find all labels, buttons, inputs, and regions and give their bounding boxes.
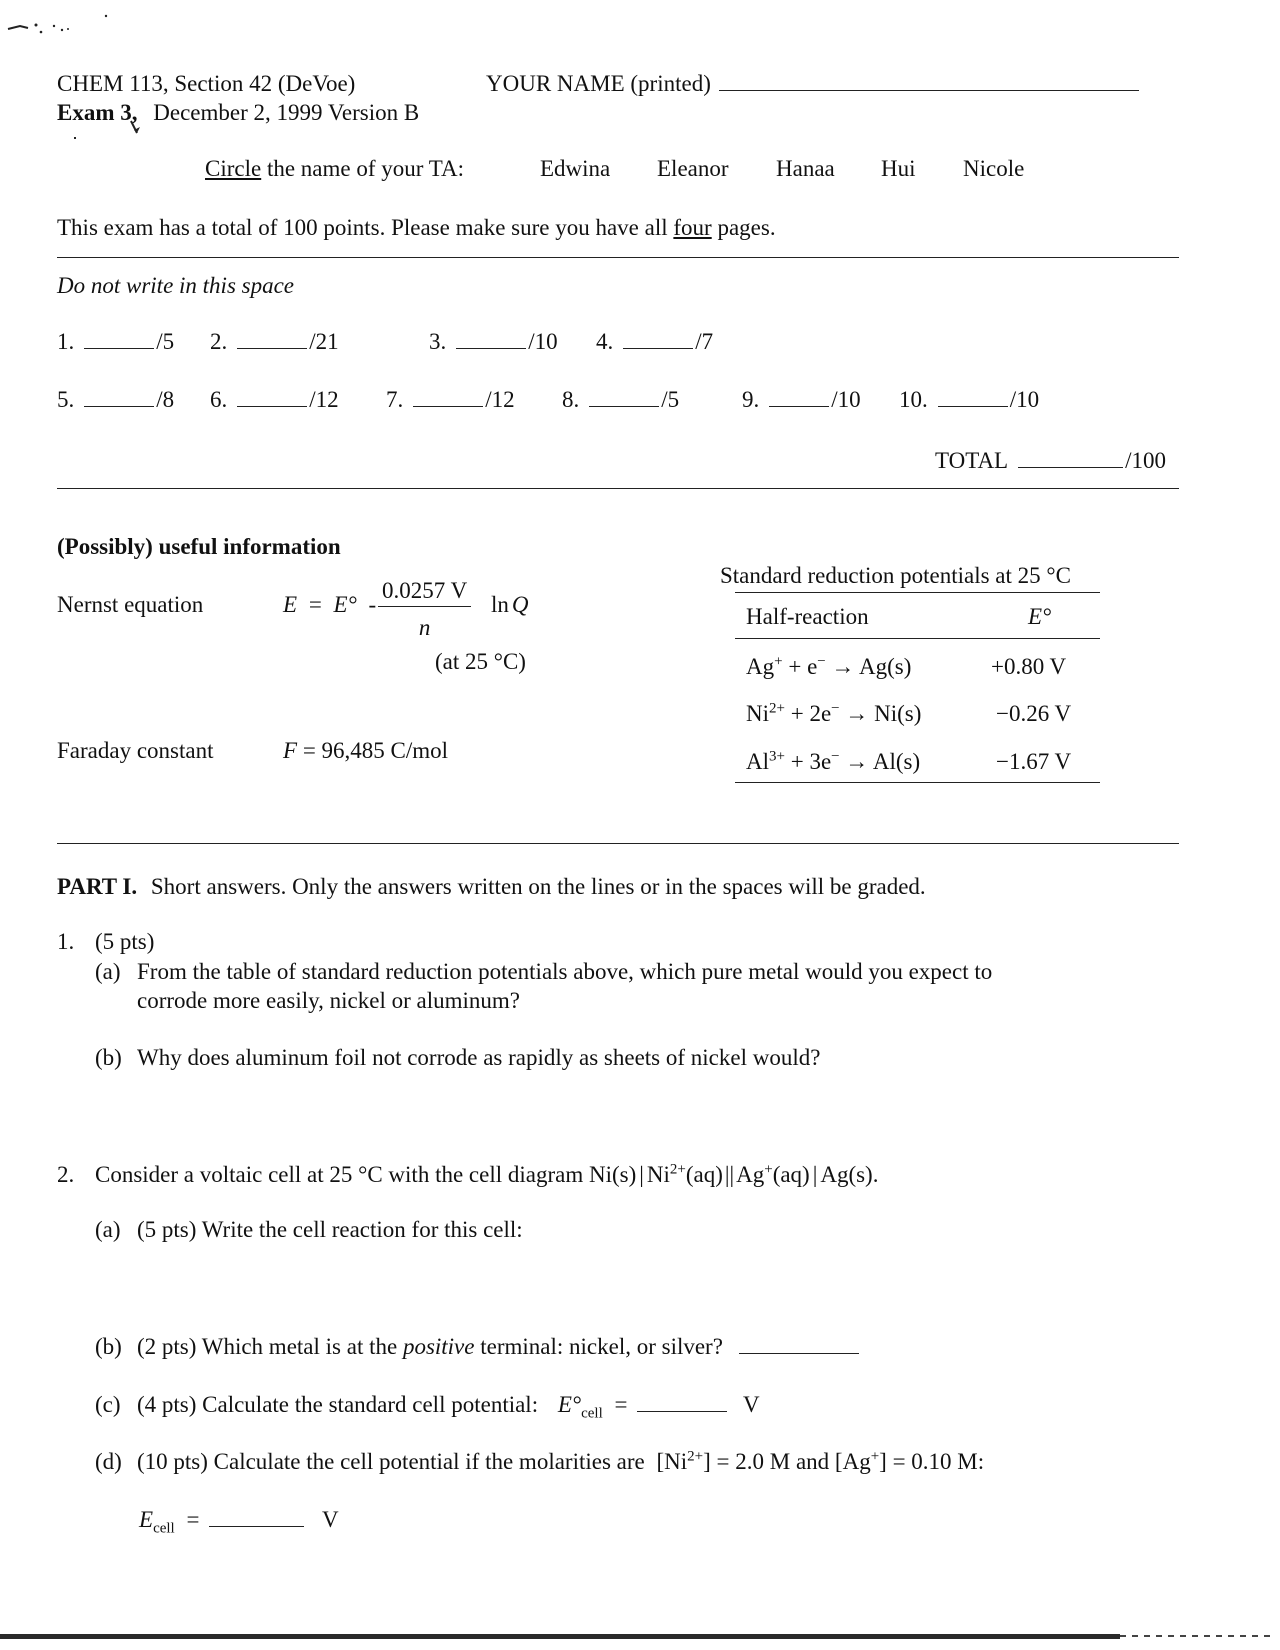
score-item-9: 9. /10 [742, 387, 861, 412]
exam-line [57, 101, 419, 124]
q1b-label: (b) [95, 1045, 122, 1070]
potentials-caption: Standard reduction potentials at 25 °C [720, 563, 1071, 588]
q1a-label: (a) [95, 959, 121, 984]
table-rule [735, 782, 1100, 783]
potentials-row-reaction: Ag+ + e− → Ag(s) [746, 653, 912, 679]
score-item-1: 1. /5 [57, 329, 175, 354]
score-item-3: 3. /10 [429, 329, 558, 354]
info-title: (Possibly) useful information [57, 534, 341, 559]
potentials-row-e0: +0.80 V [991, 654, 1067, 679]
course-title: CHEM 113, Section 42 (DeVoe) [57, 71, 356, 96]
q2b-label: (b) [95, 1334, 122, 1359]
score-item-8: 8. /5 [562, 387, 680, 412]
part1-heading: PART I. Short answers. Only the answers written on the lines or in the spaces will be graded. [57, 874, 926, 899]
nernst-condition: (at 25 °C) [435, 649, 526, 674]
name-label: YOUR NAME (printed) [486, 72, 1141, 95]
score-field[interactable] [769, 406, 829, 407]
nernst-equation: E = E° - [283, 592, 377, 617]
score-item-6: 6. /12 [210, 387, 339, 412]
q1-number: 1. [57, 929, 75, 954]
potentials-row-e0: −0.26 V [996, 701, 1072, 726]
score-field[interactable] [84, 348, 154, 349]
score-item-10: 10. /10 [899, 387, 1040, 412]
q2c-answer-field[interactable] [637, 1411, 727, 1412]
q2a-label: (a) [95, 1217, 121, 1242]
potentials-row-reaction: $Al^{3+} + 3e^- \to Al(s)$ [746, 748, 921, 774]
q2-number: 2. [57, 1162, 75, 1187]
exam-date: December 2, 1999 Version B [153, 100, 420, 125]
scan-edge-bar [0, 1634, 1120, 1639]
ta-option-hanaa[interactable]: Hanaa [776, 156, 835, 181]
q1a-text-1: From the table of standard reduction potentials above, which pure metal would you expect to [137, 959, 993, 984]
q2a-text: (5 pts) Write the cell reaction for this cell: [137, 1217, 523, 1242]
grading-note: Do not write in this space [57, 273, 295, 298]
ta-option-hui[interactable]: Hui [881, 156, 916, 181]
divider [57, 488, 1179, 489]
score-total: TOTAL /100 [935, 448, 1167, 473]
q2c-text: (4 pts) Calculate the standard cell potential: $E^\circ_{cell} = V$ [137, 1392, 760, 1422]
pen-mark-icon [128, 119, 148, 141]
page-notice: This exam has a total of 100 points. Please make sure you have all four pages. [57, 215, 776, 240]
potentials-header-reaction: Half-reaction [746, 604, 869, 629]
score-field[interactable] [237, 406, 307, 407]
faraday-value: F = 96,485 C/mol [283, 738, 449, 763]
table-rule [735, 592, 1100, 593]
q2d-label: (d) [95, 1449, 122, 1474]
potentials-row-reaction: $Ni^{2+} + 2e^- \to Ni(s)$ [746, 700, 922, 726]
divider [57, 257, 1179, 258]
scan-marks [6, 12, 116, 42]
scan-edge-dashes [1120, 1635, 1270, 1637]
score-field[interactable] [938, 406, 1008, 407]
name-field[interactable] [719, 90, 1139, 91]
score-field[interactable] [623, 348, 693, 349]
q2d-text: (10 pts) Calculate the cell potential if the molarities are $[Ni^{2+}] = 2.0$ M and [Ag+] = 0.10 M: [137, 1448, 985, 1474]
score-field[interactable] [237, 348, 307, 349]
score-field[interactable] [413, 406, 483, 407]
score-item-7: 7. /12 [386, 387, 515, 412]
ta-option-nicole[interactable]: Nicole [963, 156, 1025, 181]
score-field[interactable] [456, 348, 526, 349]
table-rule [735, 638, 1100, 639]
q2d-answer: $E_{cell} = V$ [139, 1507, 339, 1537]
q1a-text-2: corrode more easily, nickel or aluminum? [137, 988, 520, 1013]
cell-diagram: Ni(s) | $Ni^{2+}(aq)||Ag^+(aq)$ | Ag(s). [588, 1161, 879, 1187]
nernst-label: Nernst equation [57, 592, 204, 617]
exam-label: Exam 3, [57, 100, 138, 125]
q2b-text: (2 pts) Which metal is at the positive terminal: nickel, or silver? [137, 1335, 861, 1358]
score-field[interactable] [84, 406, 154, 407]
score-item-2: 2. /21 [210, 329, 339, 354]
total-field[interactable] [1018, 467, 1123, 468]
q2b-answer-field[interactable] [739, 1353, 859, 1354]
score-field[interactable] [589, 406, 659, 407]
q1-points: (5 pts) [95, 929, 155, 954]
q1b-text: Why does aluminum foil not corrode as rapidly as sheets of nickel would? [137, 1045, 821, 1070]
score-item-5: 5. /8 [57, 387, 175, 412]
q2-intro: Consider a voltaic cell at 25 °C with the cell diagram Ni(s) | $Ni^{2+}(aq)||Ag^+(aq)$ | Ag(s). [95, 1161, 879, 1187]
scan-dot [74, 137, 76, 139]
ta-prompt: Circle the name of your TA: [205, 156, 464, 181]
potentials-row-e0: −1.67 V [996, 749, 1072, 774]
q2d-answer-field[interactable] [209, 1526, 304, 1527]
q2c-label: (c) [95, 1392, 121, 1417]
nernst-fraction: $\frac{0.0257 V}{n}$ [378, 578, 471, 641]
potentials-header-e: E° [1028, 604, 1052, 629]
divider [57, 843, 1179, 844]
faraday-label: Faraday constant [57, 738, 214, 763]
score-item-4: 4. /7 [596, 329, 714, 354]
ta-option-eleanor[interactable]: Eleanor [657, 156, 729, 181]
nernst-lnq: ln Q [491, 592, 529, 617]
ta-option-edwina[interactable]: Edwina [540, 156, 611, 181]
